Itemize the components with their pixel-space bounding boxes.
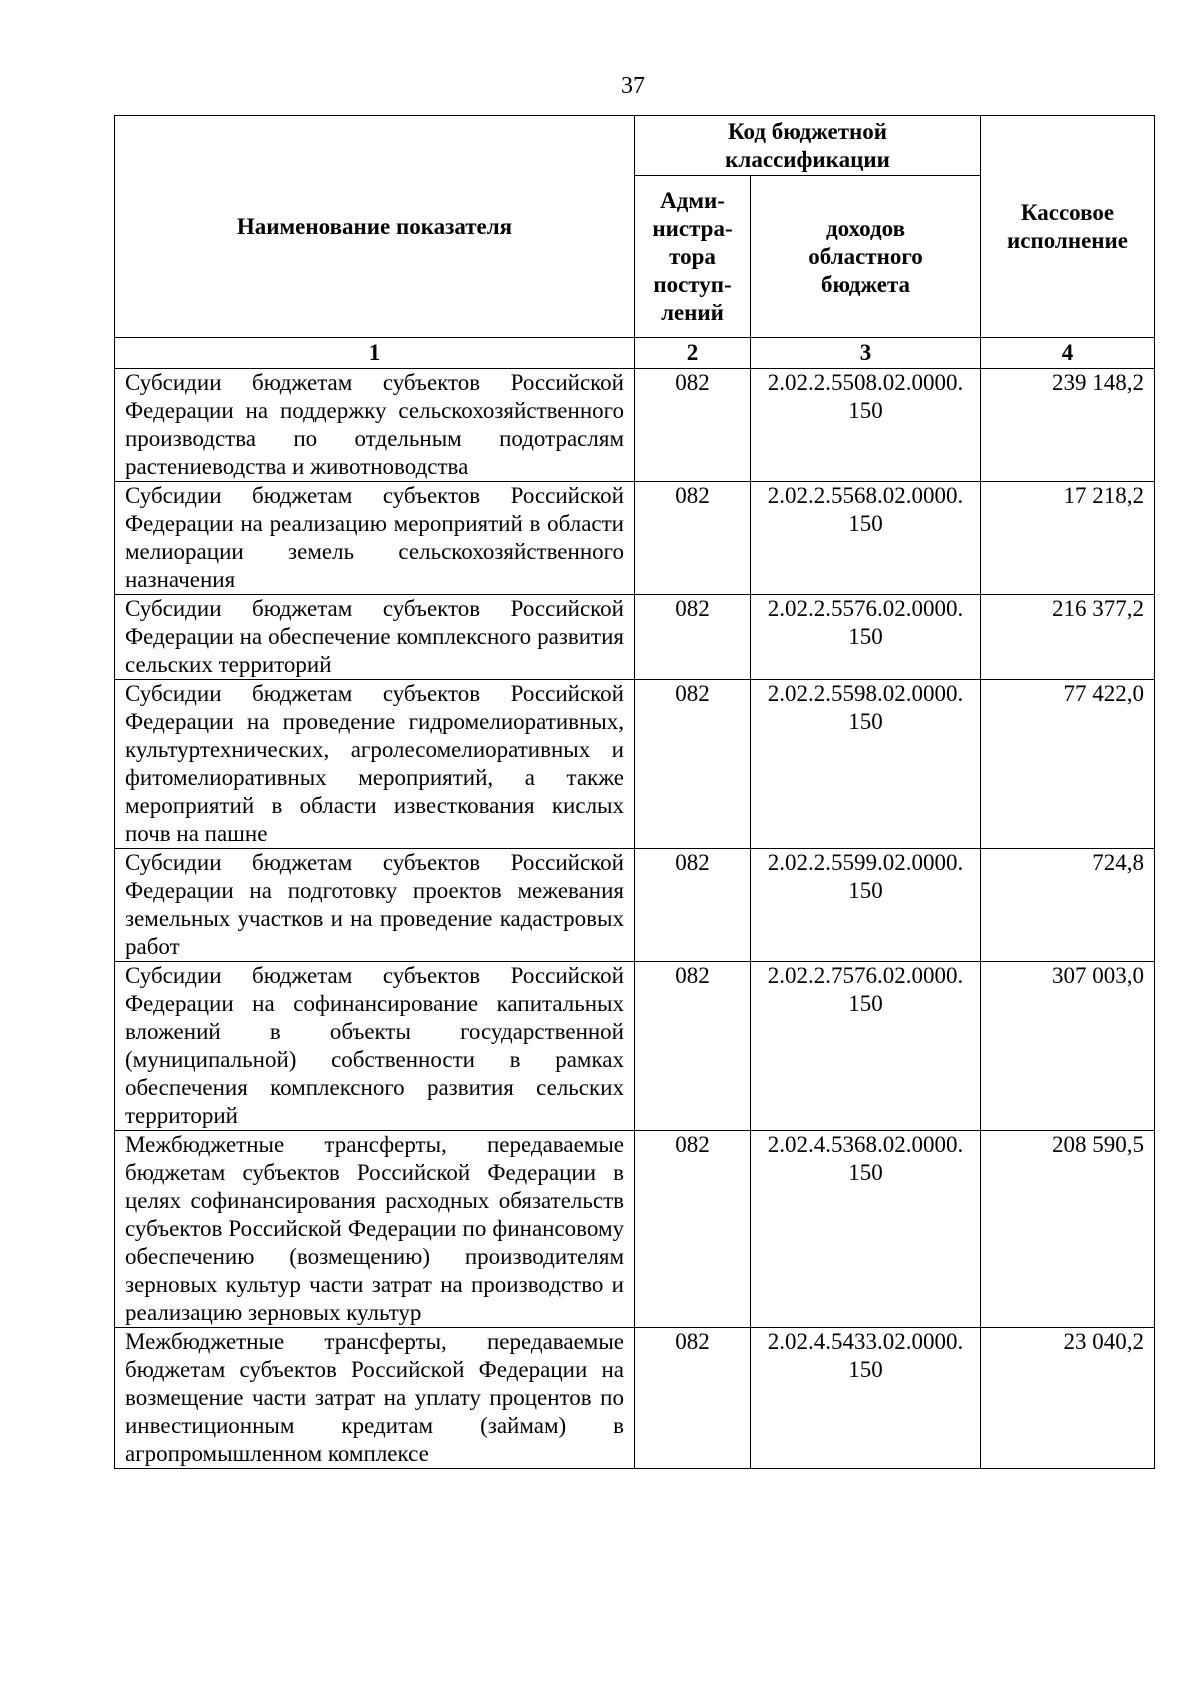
row-admin-code: 082 <box>635 849 751 962</box>
row-amount: 239 148,2 <box>981 369 1155 482</box>
row-income-code: 2.02.2.7576.02.0000. 150 <box>751 962 981 1131</box>
row-income-code: 2.02.2.5576.02.0000. 150 <box>751 595 981 680</box>
row-name: Субсидии бюджетам субъектов Российской Федерации на реализацию мероприятий в области мелиорации земель сельскохозяйственного назначения <box>115 482 635 595</box>
row-name: Межбюджетные трансферты, передаваемые бюджетам субъектов Российской Федерации в целях софинансирования расходных обязательств субъектов Российской Федерации по финансовому обеспечению (возмещению) производителям зерновых культур части затрат на производство и реализацию зерновых культур <box>115 1131 635 1328</box>
row-admin-code: 082 <box>635 482 751 595</box>
row-admin-code: 082 <box>635 1328 751 1469</box>
header-classification <box>635 116 981 176</box>
row-admin-code: 082 <box>635 680 751 849</box>
table-row <box>115 1328 1155 1469</box>
row-admin-code: 082 <box>635 595 751 680</box>
column-number: 3 <box>751 338 981 369</box>
row-name: Межбюджетные трансферты, передаваемые бюджетам субъектов Российской Федерации на возмещение части затрат на уплату процентов по инвестиционным кредитам (займам) в агропромышленном комплексе <box>115 1328 635 1469</box>
column-number: 1 <box>115 338 635 369</box>
row-admin-code: 082 <box>635 1131 751 1328</box>
row-income-code: 2.02.4.5368.02.0000. 150 <box>751 1131 981 1328</box>
row-amount: 724,8 <box>981 849 1155 962</box>
budget-table <box>114 115 1155 1469</box>
row-name: Субсидии бюджетам субъектов Российской Федерации на софинансирование капитальных вложений в объекты государственной (муниципальной) собственности в рамках обеспечения комплексного развития сельских территорий <box>115 962 635 1131</box>
column-number: 2 <box>635 338 751 369</box>
table-row <box>115 962 1155 1131</box>
header-administrator: Адми-нистра-тора поступ-лений <box>635 176 751 338</box>
table-row <box>115 595 1155 680</box>
row-amount: 307 003,0 <box>981 962 1155 1131</box>
row-name: Субсидии бюджетам субъектов Российской Федерации на поддержку сельскохозяйственного производства по отдельным подотраслям растениеводства и животноводства <box>115 369 635 482</box>
header-execution: Кассовое исполнение <box>981 116 1155 338</box>
row-amount: 208 590,5 <box>981 1131 1155 1328</box>
row-amount: 17 218,2 <box>981 482 1155 595</box>
row-income-code: 2.02.4.5433.02.0000. 150 <box>751 1328 981 1469</box>
page-number: 37 <box>621 73 645 99</box>
row-amount: 23 040,2 <box>981 1328 1155 1469</box>
column-number: 4 <box>981 338 1155 369</box>
row-income-code: 2.02.2.5568.02.0000. 150 <box>751 482 981 595</box>
row-amount: 216 377,2 <box>981 595 1155 680</box>
row-name: Субсидии бюджетам субъектов Российской Федерации на подготовку проектов межевания земельных участков и на проведение кадастровых работ <box>115 849 635 962</box>
row-admin-code: 082 <box>635 369 751 482</box>
header-classification-label: Код бюджетной классификации <box>725 118 890 172</box>
row-income-code: 2.02.2.5599.02.0000. 150 <box>751 849 981 962</box>
row-amount: 77 422,0 <box>981 680 1155 849</box>
table-row <box>115 369 1155 482</box>
table-row <box>115 1131 1155 1328</box>
table-row <box>115 482 1155 595</box>
row-name: Субсидии бюджетам субъектов Российской Федерации на обеспечение комплексного развития сельских территорий <box>115 595 635 680</box>
table-row <box>115 680 1155 849</box>
row-income-code: 2.02.2.5598.02.0000. 150 <box>751 680 981 849</box>
table-row <box>115 849 1155 962</box>
row-name: Субсидии бюджетам субъектов Российской Федерации на проведение гидромелиоративных, культуртехнических, агролесомелиоративных и фитомелиоративных мероприятий, а также мероприятий в области известкования кислых почв на пашне <box>115 680 635 849</box>
header-income-code: доходов областного бюджета <box>751 176 981 338</box>
row-admin-code: 082 <box>635 962 751 1131</box>
header-name: Наименование показателя <box>115 116 635 338</box>
row-income-code: 2.02.2.5508.02.0000. 150 <box>751 369 981 482</box>
